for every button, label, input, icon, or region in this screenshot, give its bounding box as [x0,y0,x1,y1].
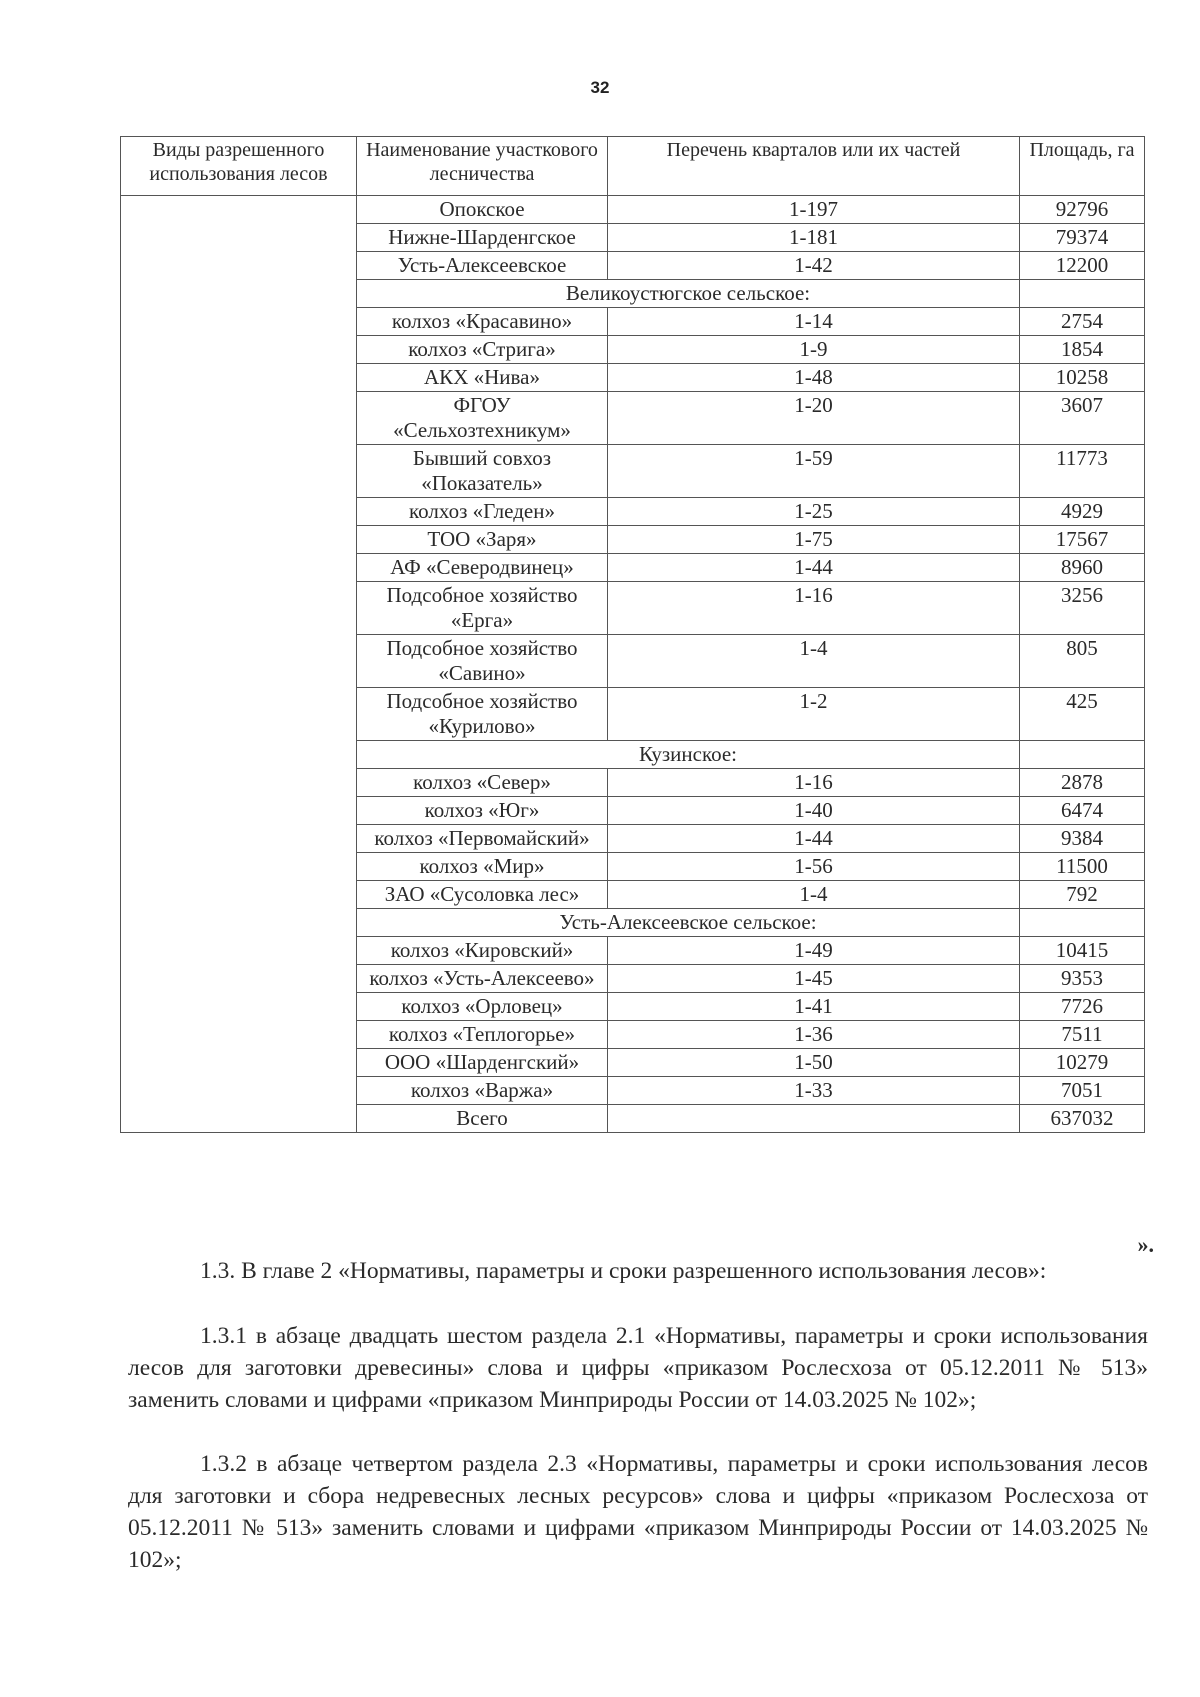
page-number: 32 [590,78,610,97]
forestry-name-cell: Подсобное хозяйство «Савино» [357,635,608,688]
quarters-cell: 1-49 [608,937,1020,965]
quarters-cell [608,1105,1020,1133]
area-cell: 7726 [1020,993,1145,1021]
table-row [121,196,1145,224]
forestry-name-cell: колхоз «Стрига» [357,336,608,364]
forestry-name-cell: колхоз «Мир» [357,853,608,881]
use-type-cell [121,196,357,1133]
area-cell: 92796 [1020,196,1145,224]
quarters-cell: 1-44 [608,554,1020,582]
header-quarters: Перечень кварталов или их частей [608,137,1020,196]
area-cell: 2754 [1020,308,1145,336]
area-cell: 17567 [1020,526,1145,554]
area-cell: 9353 [1020,965,1145,993]
forestry-name-cell: колхоз «Усть-Алексеево» [357,965,608,993]
area-cell: 4929 [1020,498,1145,526]
group-area-cell [1020,280,1145,308]
quarters-cell: 1-75 [608,526,1020,554]
forestry-name-cell: Бывший совхоз «Показатель» [357,445,608,498]
forestry-name-cell: колхоз «Гледен» [357,498,608,526]
area-cell: 3607 [1020,392,1145,445]
area-cell: 9384 [1020,825,1145,853]
forestry-name-cell: ЗАО «Сусоловка лес» [357,881,608,909]
group-label: Великоустюгское сельское: [357,280,1020,308]
quarters-cell: 1-16 [608,582,1020,635]
forestry-name-cell: ФГОУ «Сельхозтехникум» [357,392,608,445]
quarters-cell: 1-41 [608,993,1020,1021]
forest-use-table [120,136,1145,1133]
forestry-name-cell: колхоз «Кировский» [357,937,608,965]
area-cell: 1854 [1020,336,1145,364]
forestry-name-cell: Усть-Алексеевское [357,252,608,280]
forestry-name-cell: ТОО «Заря» [357,526,608,554]
paragraph-1-3-1-text: 1.3.1 в абзаце двадцать шестом раздела 2.1 «Нормативы, параметры и сроки использования лесов для заготовки древесины» слова и цифры «приказом Рослесхоза от 05.12.2011 № 513» заменить словами и цифрами «приказом Минприроды России от 14.03.2025 № 102»; [128,1323,1148,1413]
forestry-name-cell: АКХ «Нива» [357,364,608,392]
quarters-cell: 1-197 [608,196,1020,224]
quarters-cell: 1-181 [608,224,1020,252]
quarters-cell: 1-42 [608,252,1020,280]
paragraph-1-3-2-text: 1.3.2 в абзаце четвертом раздела 2.3 «Нормативы, параметры и сроки использования лесов для заготовки и сбора недревесных лесных ресурсов» слова и цифры «приказом Рослесхоза от 05.12.2011 № 513» заменить словами и цифрами «приказом Минприроды России от 14.03.2025 № 102»; [128,1451,1148,1573]
area-cell: 2878 [1020,769,1145,797]
forestry-name-cell: АФ «Северодвинец» [357,554,608,582]
forestry-name-cell: колхоз «Варжа» [357,1077,608,1105]
quarters-cell: 1-48 [608,364,1020,392]
paragraph-1-3-text: 1.3. В главе 2 «Нормативы, параметры и сроки разрешенного использования лесов»: [200,1258,1047,1284]
area-cell: 7051 [1020,1077,1145,1105]
paragraph-1-3 [128,1255,1148,1287]
area-cell: 10279 [1020,1049,1145,1077]
forestry-name-cell: колхоз «Север» [357,769,608,797]
area-cell: 11500 [1020,853,1145,881]
area-cell: 10415 [1020,937,1145,965]
group-label: Кузинское: [357,741,1020,769]
forestry-name-cell: ООО «Шарденгский» [357,1049,608,1077]
quarters-cell: 1-33 [608,1077,1020,1105]
quarters-cell: 1-25 [608,498,1020,526]
paragraph-1-3-1 [128,1320,1148,1416]
area-cell: 792 [1020,881,1145,909]
group-label: Усть-Алексеевское сельское: [357,909,1020,937]
forestry-name-cell: колхоз «Красавино» [357,308,608,336]
area-cell: 7511 [1020,1021,1145,1049]
quarters-cell: 1-36 [608,1021,1020,1049]
forestry-name-cell: колхоз «Юг» [357,797,608,825]
area-cell: 79374 [1020,224,1145,252]
area-cell: 3256 [1020,582,1145,635]
quarters-cell: 1-56 [608,853,1020,881]
group-area-cell [1020,909,1145,937]
quarters-cell: 1-2 [608,688,1020,741]
forestry-name-cell: Всего [357,1105,608,1133]
area-cell: 425 [1020,688,1145,741]
closing-quote-mark: ». [1137,1232,1154,1257]
header-forestry: Наименование участкового лесничества [357,137,608,196]
area-cell: 637032 [1020,1105,1145,1133]
forestry-name-cell: Подсобное хозяйство «Курилово» [357,688,608,741]
forestry-name-cell: колхоз «Первомайский» [357,825,608,853]
group-area-cell [1020,741,1145,769]
forestry-name-cell: Подсобное хозяйство «Ерга» [357,582,608,635]
quarters-cell: 1-4 [608,881,1020,909]
quarters-cell: 1-4 [608,635,1020,688]
quarters-cell: 1-40 [608,797,1020,825]
area-cell: 8960 [1020,554,1145,582]
quarters-cell: 1-16 [608,769,1020,797]
header-area: Площадь, га [1020,137,1145,196]
quarters-cell: 1-50 [608,1049,1020,1077]
forestry-name-cell: колхоз «Теплогорье» [357,1021,608,1049]
table-header-row [121,137,1145,196]
forestry-name-cell: колхоз «Орловец» [357,993,608,1021]
quarters-cell: 1-14 [608,308,1020,336]
area-cell: 12200 [1020,252,1145,280]
forestry-name-cell: Опокское [357,196,608,224]
forestry-name-cell: Нижне-Шарденгское [357,224,608,252]
area-cell: 6474 [1020,797,1145,825]
quarters-cell: 1-20 [608,392,1020,445]
paragraph-1-3-2 [128,1448,1148,1576]
quarters-cell: 1-9 [608,336,1020,364]
area-cell: 805 [1020,635,1145,688]
quarters-cell: 1-45 [608,965,1020,993]
quarters-cell: 1-59 [608,445,1020,498]
area-cell: 10258 [1020,364,1145,392]
quarters-cell: 1-44 [608,825,1020,853]
area-cell: 11773 [1020,445,1145,498]
header-use-type: Виды разрешенного использования лесов [121,137,357,196]
